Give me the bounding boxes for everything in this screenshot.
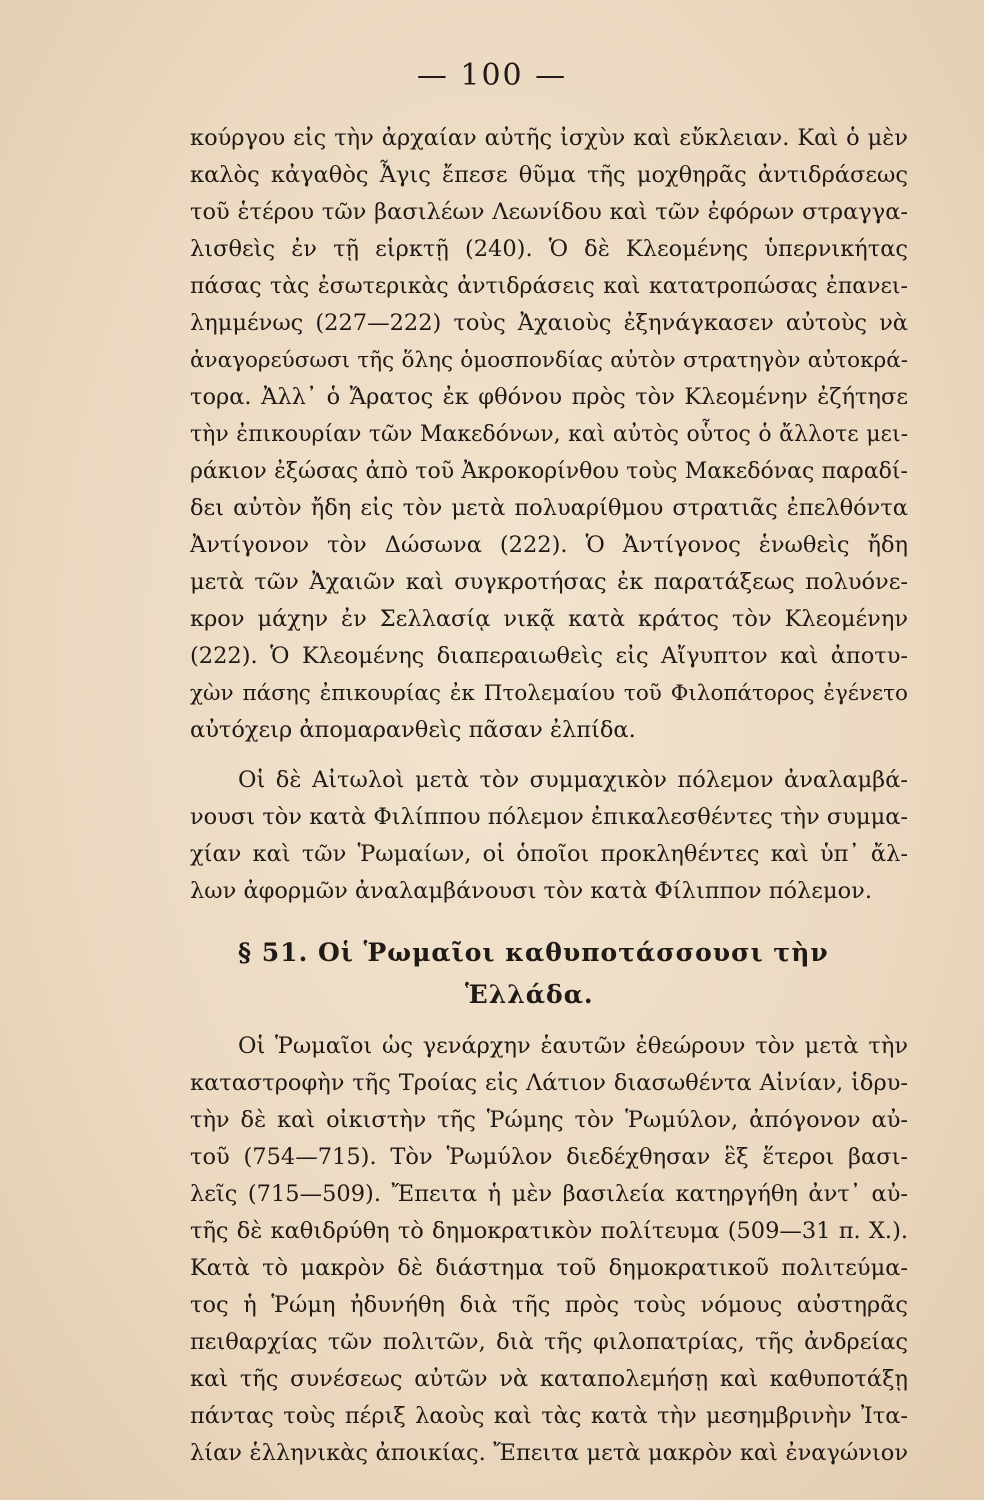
text-line: λημμένως (227—222) τοὺς Ἀχαιοὺς ἐξηνάγκασεν αὐτοὺς νὰ xyxy=(190,310,908,336)
text-line: πάντας τοὺς πέριξ λαοὺς καὶ τὰς κατὰ τὴν μεσημβρινὴν Ἰτα- xyxy=(190,1403,908,1429)
text-line: λισθεὶς ἐν τῇ εἱρκτῇ (240). Ὁ δὲ Κλεομένης ὑπερνικήτας xyxy=(190,236,908,262)
text-line: χίαν καὶ τῶν Ῥωμαίων, οἱ ὁποῖοι προκληθέντες καὶ ὑπ᾽ ἄλ- xyxy=(190,841,908,867)
paragraph-romans xyxy=(190,1028,908,1472)
text-line: λεῖς (715—509). Ἔπειτα ἡ μὲν βασιλεία κατηργήθη ἀντ᾽ αὐ- xyxy=(190,1181,908,1207)
text-line: μετὰ τῶν Ἀχαιῶν καὶ συγκροτήσας ἐκ παρατάξεως πολυόνε- xyxy=(190,569,908,595)
section-heading-line: Ἑλλάδα. xyxy=(465,980,594,1009)
text-line: αὐτόχειρ ἀπομαρανθεὶς πᾶσαν ἐλπίδα. xyxy=(190,717,636,743)
text-line: τῆς δὲ καθιδρύθη τὸ δημοκρατικὸν πολίτευμα (509—31 π. Χ.). xyxy=(190,1218,908,1244)
text-line: Οἱ Ῥωμαῖοι ὡς γενάρχην ἑαυτῶν ἐθεώρουν τὸν μετὰ τὴν xyxy=(238,1033,908,1059)
text-line: (222). Ὁ Κλεομένης διαπεραιωθεὶς εἰς Αἴγυπτον καὶ ἀποτυ- xyxy=(190,643,908,669)
text-line: χὼν πάσης ἐπικουρίας ἐκ Πτολεμαίου τοῦ Φιλοπάτορος ἐγένετο xyxy=(190,681,908,706)
text-line: καλὸς κἀγαθὸς Ἆγις ἔπεσε θῦμα τῆς μοχθηρᾶς ἀντιδράσεως xyxy=(190,162,908,188)
text-line: λίαν ἑλληνικὰς ἀποικίας. Ἔπειτα μετὰ μακρὸν καὶ ἐναγώνιον xyxy=(190,1440,908,1466)
text-line: τὴν ἐπικουρίαν τῶν Μακεδόνων, καὶ αὐτὸς οὗτος ὁ ἄλλοτε μει- xyxy=(190,422,908,447)
text-line: Οἱ δὲ Αἰτωλοὶ μετὰ τὸν συμμαχικὸν πόλεμον ἀναλαμβά- xyxy=(238,767,908,793)
text-line: πειθαρχίας τῶν πολιτῶν, διὰ τῆς φιλοπατρίας, τῆς ἀνδρείας xyxy=(190,1329,908,1355)
section-heading xyxy=(190,932,908,1016)
text-line: πάσας τὰς ἐσωτερικὰς ἀντιδράσεις καὶ κατατροπώσας ἐπανει- xyxy=(190,274,908,299)
text-line: Ἀντίγονον τὸν Δώσωνα (222). Ὁ Ἀντίγονος ἑνωθεὶς ἤδη xyxy=(190,532,908,558)
text-line: τοῦ (754—715). Τὸν Ῥωμύλον διεδέχθησαν ἓξ ἕτεροι βασι- xyxy=(190,1144,908,1170)
text-line: ἀναγορεύσωσι τῆς ὅλης ὁμοσπονδίας αὐτὸν στρατηγὸν αὐτοκρά- xyxy=(190,348,908,373)
text-line: κρον μάχην ἐν Σελλασίᾳ νικᾷ κατὰ κράτος τὸν Κλεομένην xyxy=(190,606,908,632)
section-heading-line: § 51. Οἱ Ῥωμαῖοι καθυποτάσσουσι τὴν xyxy=(238,938,829,967)
text-line: καταστροφὴν τῆς Τροίας εἰς Λάτιον διασωθέντα Αἰνίαν, ἱδρυ- xyxy=(190,1070,908,1096)
page-number: — 100 — xyxy=(416,58,568,93)
text-line: τος ἡ Ῥώμη ἠδυνήθη διὰ τῆς πρὸς τοὺς νόμους αὐστηρᾶς xyxy=(190,1292,908,1318)
text-line: λων ἀφορμῶν ἀναλαμβάνουσι τὸν κατὰ Φίλιππον πόλεμον. xyxy=(190,878,872,904)
text-line: Κατὰ τὸ μακρὸν δὲ διάστημα τοῦ δημοκρατικοῦ πολιτεύμα- xyxy=(190,1255,908,1281)
text-line: τορα. Ἀλλ᾽ ὁ Ἄρατος ἐκ φθόνου πρὸς τὸν Κλεομένην ἐζήτησε xyxy=(190,384,908,410)
text-line: νουσι τὸν κατὰ Φιλίππου πόλεμον ἐπικαλεσθέντες τὴν συμμα- xyxy=(190,804,908,830)
text-line: τοῦ ἑτέρου τῶν βασιλέων Λεωνίδου καὶ τῶν ἐφόρων στραγγα- xyxy=(190,199,908,225)
text-line: τὴν δὲ καὶ οἰκιστὴν τῆς Ῥώμης τὸν Ῥωμύλον, ἀπόγονον αὐ- xyxy=(190,1107,908,1133)
text-line: ράκιον ἐξώσας ἀπὸ τοῦ Ἀκροκορίνθου τοὺς Μακεδόνας παραδί- xyxy=(190,459,908,484)
text-line: καὶ τῆς συνέσεως αὐτῶν νὰ καταπολεμήσῃ καὶ καθυποτάξῃ xyxy=(190,1366,908,1392)
paragraph-aetolians xyxy=(190,762,908,910)
text-line: δει αὐτὸν ἤδη εἰς τὸν μετὰ πολυαρίθμου στρατιᾶς ἐπελθόντα xyxy=(190,495,908,521)
paragraph-cleomenes xyxy=(190,120,908,749)
text-line: κούργου εἰς τὴν ἀρχαίαν αὐτῆς ἰσχὺν καὶ εὔκλειαν. Καὶ ὁ μὲν xyxy=(190,125,908,151)
